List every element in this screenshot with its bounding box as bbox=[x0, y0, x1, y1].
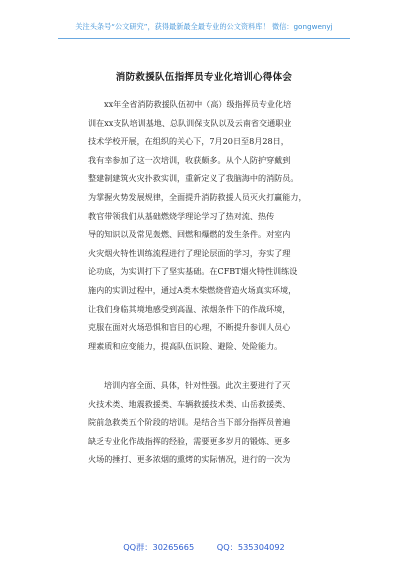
paragraph-line: 导的知识以及常见轰燃、回燃和爆燃的发生条件。对室内 bbox=[88, 229, 291, 240]
paragraph-line: 火场的捶打、更多浓烟的熏烤的实际情况，进行的一次为 bbox=[88, 454, 291, 465]
paragraph-line: 施内的实训过程中，通过A类木柴燃烧营造火场真实环境， bbox=[88, 284, 297, 295]
footer-qq-group: QQ群：30265665 bbox=[123, 542, 195, 552]
header-divider bbox=[58, 38, 350, 39]
paragraph-line: 克服在面对火场恐惧和盲目的心理，不断提升参训人员心 bbox=[88, 322, 291, 333]
paragraph-line: 训在xx支队培训基地、总队训保支队以及云南省交通职业 bbox=[88, 117, 292, 128]
paragraph-line: 我有幸参加了这一次培训，收获颇多。从个人防护穿戴到 bbox=[88, 154, 291, 165]
paragraph-line: 整建制建筑火灾扑救实训，重新定义了我脑海中的消防员。 bbox=[88, 173, 299, 184]
paragraph-line: 火技术类、地震救援类、车辆救援技术类、山岳救援类、 bbox=[88, 398, 291, 409]
paragraph-line: 论功底，为实训打下了坚实基础。在CFBT烟火特性训练设 bbox=[88, 266, 298, 277]
paragraph-line: 火灾烟火特性训练流程进行了理论层面的学习，夯实了理 bbox=[88, 247, 291, 258]
footer-qq: QQ：535304092 bbox=[216, 542, 285, 552]
paragraph-line: 技术学校开展，在组织的关心下，7月20日至8月28日， bbox=[88, 136, 289, 147]
paragraph-line: 为掌握火势发展规律，全面提升消防救援人员灭火打赢能力， bbox=[88, 191, 307, 202]
paragraph-line: 理素质和应变能力，提高队伍识险、避险、处险能力。 bbox=[88, 340, 283, 351]
body-paragraph-1 bbox=[88, 95, 326, 355]
paragraph-line: 教官带领我们从基础燃烧学理论学习了热对流、热传 bbox=[88, 210, 275, 221]
body-paragraph-2 bbox=[88, 376, 326, 469]
paragraph-line: xx年全省消防救援队伍初中（高）级指挥员专业化培 bbox=[104, 99, 292, 109]
paragraph-line: 院前急救类五个阶段的培训。是结合当下部分指挥员普遍 bbox=[88, 417, 291, 428]
header-promo-banner: 关注头条号“公文研究”，获得最新最全最专业的公文资料库！ 微信：gongwenyj bbox=[75, 22, 333, 31]
paragraph-line: 让我们身临其境地感受到高温、浓烟条件下的作战环境， bbox=[88, 303, 291, 314]
paragraph-line: 培训内容全面、具体，针对性强。此次主要进行了灭 bbox=[104, 380, 291, 390]
paragraph-line: 缺乏专业化作战指挥的经验，需要更多岁月的锻炼、更多 bbox=[88, 435, 291, 446]
document-title: 消防救援队伍指挥员专业化培训心得体会 bbox=[115, 72, 293, 83]
footer-contact bbox=[0, 542, 408, 553]
